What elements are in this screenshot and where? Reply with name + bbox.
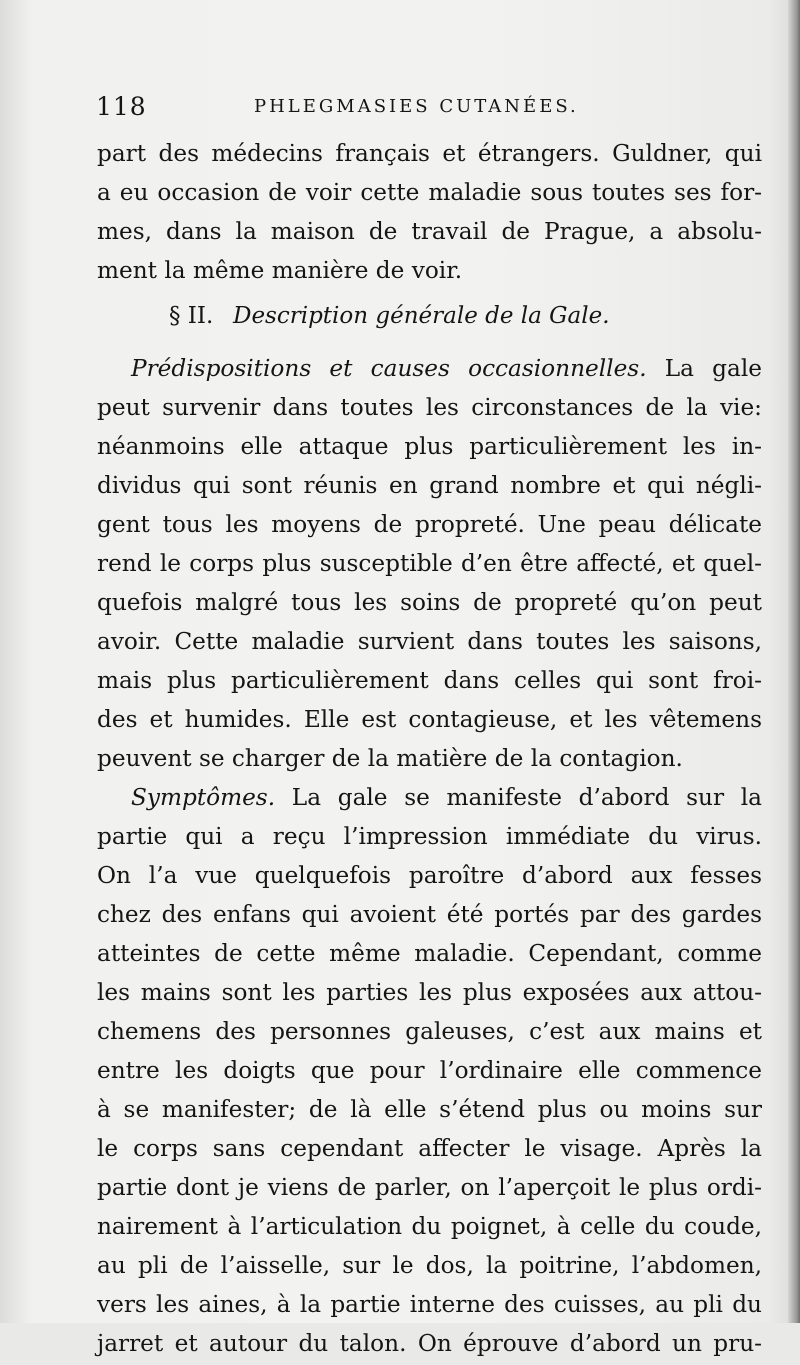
text-line: dividus qui sont réunis en grand nombre et qui négli- bbox=[97, 472, 762, 499]
section-heading bbox=[97, 298, 762, 338]
text-line: le corps sans cependant affecter le visage. Après la bbox=[97, 1135, 762, 1162]
text-line: chez des enfans qui avoient été portés par des gardes bbox=[97, 901, 762, 928]
text-line: partie qui a reçu l’impression immédiate du virus. bbox=[97, 823, 762, 850]
paragraph-text: La gale bbox=[664, 355, 762, 382]
text-line: au pli de l’aisselle, sur le dos, la poitrine, l’abdomen, bbox=[97, 1252, 762, 1279]
running-head bbox=[96, 92, 756, 126]
text-line: nairement à l’articulation du poignet, à celle du coude, bbox=[97, 1213, 762, 1240]
text-line: vers les aines, à la partie interne des cuisses, au pli du bbox=[97, 1291, 762, 1318]
paragraph-first-line bbox=[97, 350, 762, 390]
text-line: à se manifester; de là elle s’étend plus ou moins sur bbox=[97, 1096, 762, 1123]
body-text bbox=[97, 135, 762, 1357]
text-line: On l’a vue quelquefois paroître d’abord aux fesses bbox=[97, 862, 762, 889]
section-number: § II. bbox=[169, 303, 214, 329]
text-line: atteintes de cette même maladie. Cependant, comme bbox=[97, 940, 762, 967]
page-number: 118 bbox=[96, 92, 147, 121]
paragraph-lead: Symptômes. bbox=[131, 784, 276, 811]
section-title: Description générale de la Gale. bbox=[233, 303, 610, 329]
text-line: néanmoins elle attaque plus particulièrement les in- bbox=[97, 433, 762, 460]
text-line: jarret et autour du talon. On éprouve d’abord un pru- bbox=[97, 1330, 762, 1357]
text-line: les mains sont les parties les plus exposées aux attou- bbox=[97, 979, 762, 1006]
text-line: ment la même manière de voir. bbox=[97, 257, 463, 284]
paragraph-lead: Prédispositions et causes occasionnelles. bbox=[131, 355, 647, 382]
paragraph-first-line bbox=[97, 779, 762, 819]
text-line: peut survenir dans toutes les circonstances de la vie: bbox=[97, 394, 762, 421]
text-line: gent tous les moyens de propreté. Une peau délicate bbox=[97, 511, 762, 538]
text-line: rend le corps plus susceptible d’en être affecté, et quel- bbox=[97, 550, 762, 577]
text-line: des et humides. Elle est contagieuse, et les vêtemens bbox=[97, 706, 762, 733]
text-line: chemens des personnes galeuses, c’est aux mains et bbox=[97, 1018, 762, 1045]
text-line: entre les doigts que pour l’ordinaire elle commence bbox=[97, 1057, 762, 1084]
text-line: peuvent se charger de la matière de la contagion. bbox=[97, 745, 683, 772]
text-line: avoir. Cette maladie survient dans toutes les saisons, bbox=[97, 628, 762, 655]
text-line: a eu occasion de voir cette maladie sous toutes ses for- bbox=[97, 179, 762, 206]
running-title: PHLEGMASIES CUTANÉES. bbox=[254, 96, 579, 117]
text-line: mais plus particulièrement dans celles qui sont froi- bbox=[97, 667, 762, 694]
text-line: mes, dans la maison de travail de Prague, a absolu- bbox=[97, 218, 762, 245]
page-edge-shadow bbox=[788, 0, 800, 1323]
text-line: partie dont je viens de parler, on l’aperçoit le plus ordi- bbox=[97, 1174, 762, 1201]
paragraph-text: La gale se manifeste d’abord sur la bbox=[291, 784, 762, 811]
text-line: part des médecins français et étrangers. Guldner, qui bbox=[97, 140, 762, 167]
text-line: quefois malgré tous les soins de propreté qu’on peut bbox=[97, 589, 762, 616]
